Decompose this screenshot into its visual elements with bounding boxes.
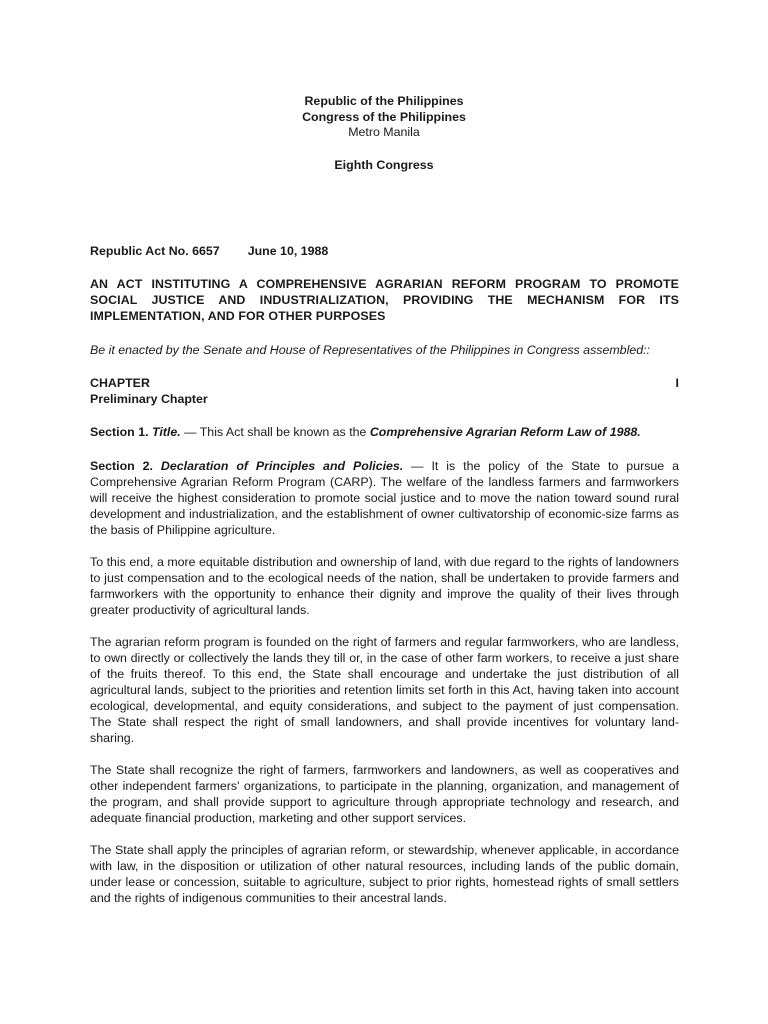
section-2-label: Section 2.	[90, 459, 153, 473]
section-1-text: — This Act shall be known as the	[180, 425, 370, 439]
section-1-law-name: Comprehensive Agrarian Reform Law of 1988.	[369, 425, 641, 439]
header-location: Metro Manila	[348, 125, 420, 139]
header-congress: Congress of the Philippines	[302, 110, 466, 124]
header-republic: Republic of the Philippines	[304, 94, 464, 108]
chapter-number: I	[675, 376, 679, 390]
act-number-line	[90, 243, 328, 259]
chapter-label: CHAPTER	[90, 376, 150, 390]
act-number: Republic Act No. 6657	[90, 244, 220, 258]
paragraph: The agrarian reform program is founded on the right of farmers and regular farmworkers, who are landless, to own directly or collectively the lands they till or, in the case of other farm workers, to receive a just share of the fruits thereof. To this end, the State shall encourage and undertake the just distribution of all agricultural lands, subject to the priorities and retention limits set forth in this Act, having taken into account ecological, developmental, and equity considerations, and subject to the payment of just compensation. The State shall respect the right of small landowners, and shall provide incentives for voluntary land-sharing.	[90, 635, 679, 745]
paragraph: The State shall recognize the right of farmers, farmworkers and landowners, as well as cooperatives and other independent farmers' organizations, to participate in the planning, organization, and management of the program, and shall provide support to agriculture through appropriate technology and research, and adequate financial production, marketing and other support services.	[90, 763, 679, 825]
section-2-heading: Declaration of Principles and Policies.	[160, 459, 404, 473]
section-1-heading: Title.	[151, 425, 181, 439]
section-1	[90, 424, 679, 440]
enacting-clause: Be it enacted by the Senate and House of Representatives of the Philippines in Congress assembled::	[90, 343, 650, 357]
chapter-heading	[90, 375, 679, 391]
header-eighth-congress: Eighth Congress	[334, 158, 434, 172]
act-title: AN ACT INSTITUTING A COMPREHENSIVE AGRARIAN REFORM PROGRAM TO PROMOTE SOCIAL JUSTICE AND INDUSTRIALIZATION, PROVIDING THE MECHANISM FOR ITS IMPLEMENTATION, AND FOR OTHER PURPOSES	[90, 277, 679, 323]
paragraph: The State shall apply the principles of agrarian reform, or stewardship, whenever applicable, in accordance with law, in the disposition or utilization of other natural resources, including lands of the public domain, under lease or concession, suitable to agriculture, subject to prior rights, homestead rights of small settlers and the rights of indigenous communities to their ancestral lands.	[90, 843, 679, 905]
section-2-text: — It is the policy of the State to pursue a Comprehensive Agrarian Reform Program (CARP). The welfare of the landless farmers and farmworkers will receive the highest consideration to promote social justice and to move the nation toward sound rural development and industrialization, and the establishment of owner cultivatorship of economic-size farms as the basis of Philippine agriculture.	[90, 459, 679, 537]
section-2	[90, 458, 679, 538]
section-1-label: Section 1.	[90, 425, 149, 439]
chapter-name: Preliminary Chapter	[90, 392, 208, 406]
paragraph: To this end, a more equitable distribution and ownership of land, with due regard to the rights of landowners to just compensation and to the ecological needs of the nation, shall be undertaken to provide farmers and farmworkers with the opportunity to enhance their dignity and improve the quality of their lives through greater productivity of agricultural lands.	[90, 555, 679, 617]
act-date: June 10, 1988	[247, 244, 329, 258]
